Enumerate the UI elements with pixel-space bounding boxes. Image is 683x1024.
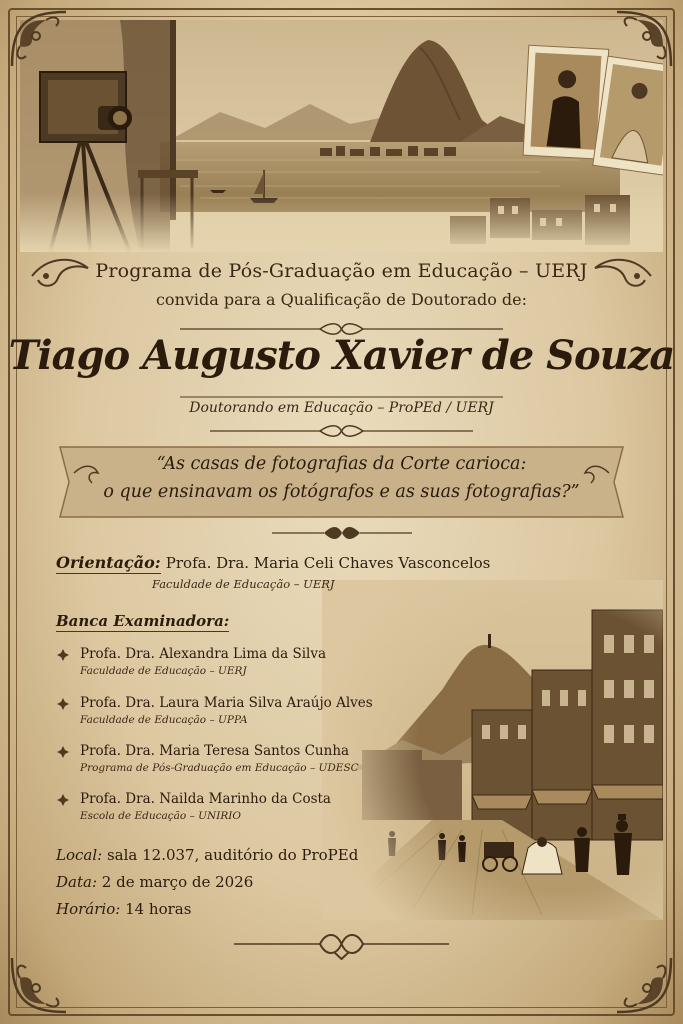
- candidate-name: Tiago Augusto Xavier de Souza: [8, 332, 675, 379]
- event-date: [56, 873, 253, 891]
- program-name: Programa de Pós-Graduação em Educação – UERJ: [95, 260, 588, 282]
- bottom-ornament-icon: [230, 928, 453, 960]
- orientation: [56, 553, 490, 572]
- time-value: 14 horas: [125, 900, 192, 918]
- orientation-name: Profa. Dra. Maria Celi Chaves Vasconcelos: [165, 554, 491, 572]
- header-illustration: [20, 20, 663, 252]
- member-name: Profa. Dra. Nailda Marinho da Costa: [80, 791, 331, 807]
- member-name: Profa. Dra. Laura Maria Silva Araújo Alves: [80, 695, 373, 711]
- date-label: Data:: [56, 873, 97, 891]
- member-name: Profa. Dra. Alexandra Lima da Silva: [80, 646, 327, 662]
- local-label: Local:: [56, 846, 103, 864]
- thesis-title-line2: o que ensinavam os fotógrafos e as suas fotografias?”: [103, 482, 580, 502]
- corner-ornament-icon: [607, 6, 677, 76]
- banca-label: Banca Examinadora:: [56, 612, 230, 630]
- corner-ornament-icon: [607, 948, 677, 1018]
- corner-ornament-icon: [6, 6, 76, 76]
- corner-ornament-icon: [6, 948, 76, 1018]
- banca-heading: [56, 612, 229, 630]
- invite-line: convida para a Qualificação de Doutorado de:: [155, 290, 528, 309]
- orientation-label: Orientação:: [56, 553, 161, 572]
- local-value: sala 12.037, auditório do ProPEd: [106, 846, 359, 864]
- fleuron-bullet-icon: [56, 793, 70, 807]
- member-affiliation: Programa de Pós-Graduação em Educação – UDESC: [80, 762, 359, 774]
- divider-ornament-icon: [262, 525, 422, 541]
- thesis-title: [54, 450, 629, 506]
- member-affiliation: Escola de Educação – UNIRIO: [80, 810, 242, 822]
- member-affiliation: Faculdade de Educação – UPPA: [80, 714, 248, 726]
- member-affiliation: Faculdade de Educação – UERJ: [80, 665, 247, 677]
- candidate-subtitle: Doutorando em Educação – ProPEd / UERJ: [189, 400, 494, 416]
- fleuron-bullet-icon: [56, 697, 70, 711]
- date-value: 2 de março de 2026: [101, 873, 254, 891]
- event-time: [56, 900, 191, 918]
- orientation-affiliation: Faculdade de Educação – UERJ: [152, 577, 335, 591]
- divider-ornament-icon: [180, 424, 503, 438]
- event-local: [56, 846, 358, 864]
- member-name: Profa. Dra. Maria Teresa Santos Cunha: [80, 743, 350, 759]
- time-label: Horário:: [56, 900, 121, 918]
- fleuron-bullet-icon: [56, 648, 70, 662]
- street-illustration: [322, 580, 663, 920]
- fleuron-bullet-icon: [56, 745, 70, 759]
- thesis-title-line1: “As casas de fotografias da Corte carioca:: [156, 454, 527, 474]
